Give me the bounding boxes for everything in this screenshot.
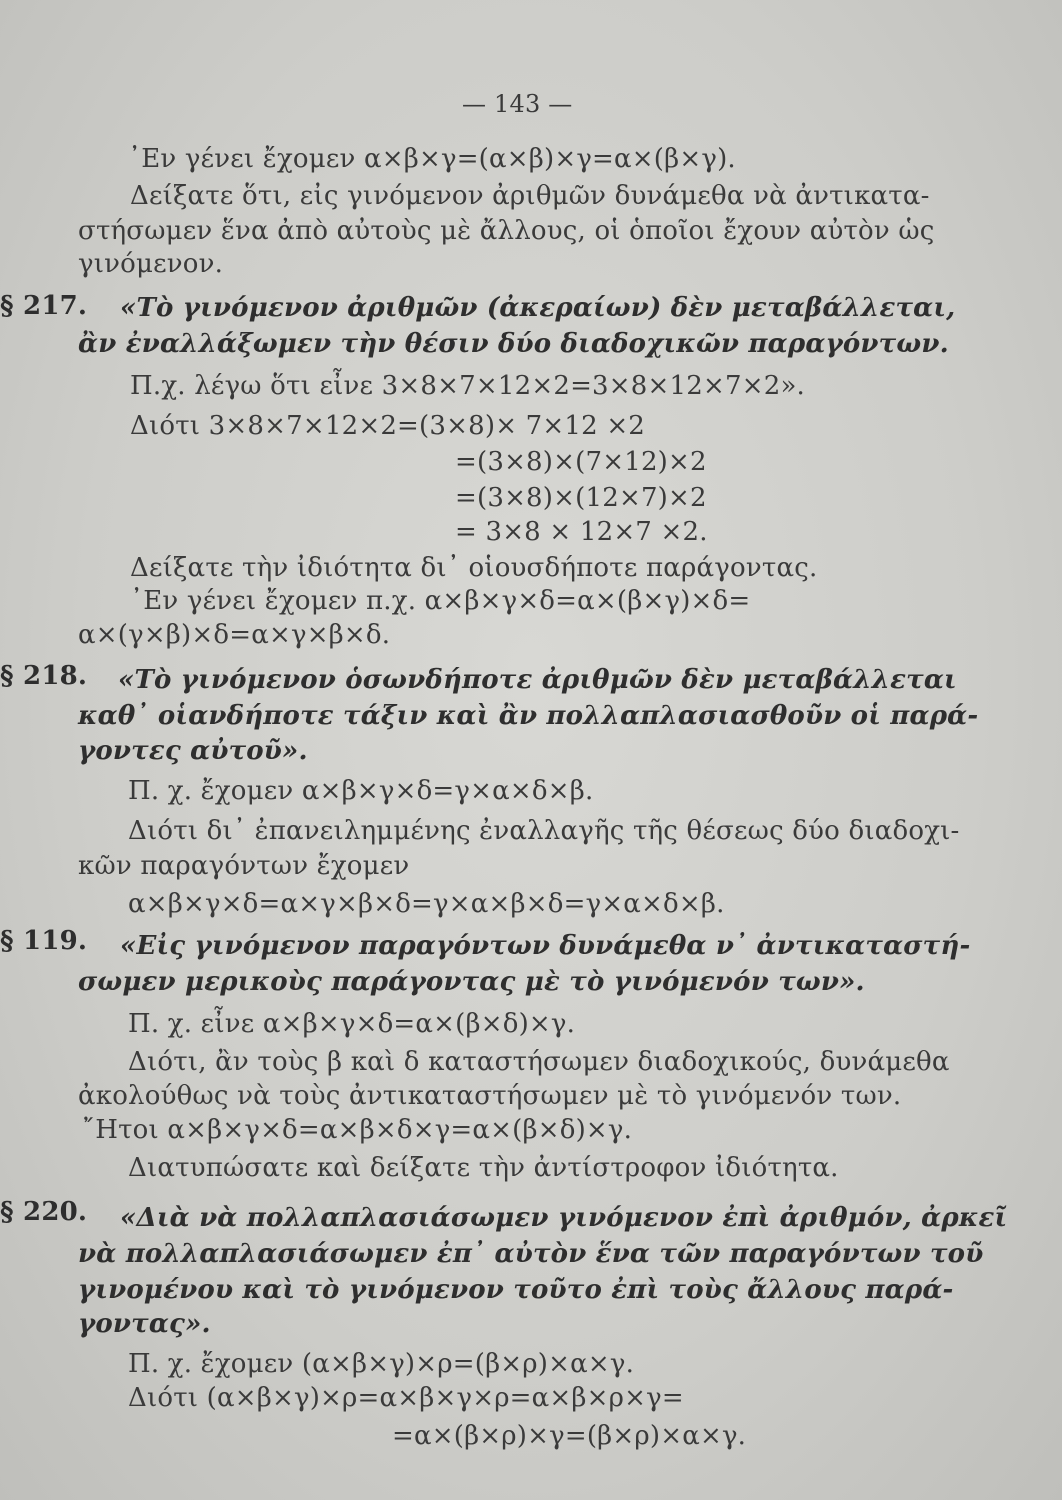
equation-line: α×β×γ×δ=α×γ×β×δ=γ×α×β×δ=γ×α×δ×β.	[128, 889, 725, 919]
equation-line: = 3×8 × 12×7 ×2.	[455, 517, 708, 547]
section-220-heading: «Διὰ νὰ πολλαπλασιάσωμεν γινόμενον ἐπὶ ἀριθμόν, ἀρκεῖ	[120, 1203, 1008, 1233]
section-218-heading: «Τὸ γινόμενον ὁσωνδήποτε ἀριθμῶν δὲν μεταβάλλεται	[118, 665, 957, 695]
section-number-217: § 217.	[0, 291, 88, 321]
section-217-heading: ἂν ἐναλλάξωμεν τὴν θέσιν δύο διαδοχικῶν παραγόντων.	[78, 329, 949, 359]
text-line: ῎Ητοι α×β×γ×δ=α×β×δ×γ=α×(β×δ)×γ.	[82, 1115, 633, 1145]
text-line: Π. χ. ἔχομεν (α×β×γ)×ρ=(β×ρ)×α×γ.	[128, 1349, 635, 1379]
text-line: Δείξατε τὴν ἰδιότητα δι᾿ οἱουσδήποτε παράγοντας.	[130, 553, 818, 583]
text-line: ἀκολούθως νὰ τοὺς ἀντικαταστήσωμεν μὲ τὸ γινόμενόν των.	[78, 1081, 902, 1111]
section-number-220: § 220.	[0, 1197, 88, 1227]
text-line: Π. χ. εἶνε α×β×γ×δ=α×(β×δ)×γ.	[128, 1009, 576, 1039]
page-number: — 143 —	[462, 90, 573, 118]
equation-line: =α×(β×ρ)×γ=(β×ρ)×α×γ.	[392, 1421, 747, 1451]
section-119-heading: «Εἰς γινόμενον παραγόντων δυνάμεθα ν᾿ ἀντικαταστή-	[120, 931, 971, 961]
text-line: γινόμενον.	[78, 249, 224, 279]
equation-line: Διότι 3×8×7×12×2=(3×8)× 7×12 ×2	[130, 411, 646, 441]
section-number-119: § 119.	[0, 926, 88, 956]
text-line: ᾿Εν γένει ἔχομεν α×β×γ=(α×β)×γ=α×(β×γ).	[128, 144, 736, 174]
section-220-heading: γινομένου καὶ τὸ γινόμενον τοῦτο ἐπὶ τοὺς ἄλλους παρά-	[78, 1275, 954, 1305]
section-218-heading: καθ᾿ οἱανδήποτε τάξιν καὶ ἂν πολλαπλασιασθοῦν οἱ παρά-	[78, 701, 979, 731]
text-line: Π. χ. ἔχομεν α×β×γ×δ=γ×α×δ×β.	[128, 776, 594, 806]
text-line: Π.χ. λέγω ὅτι εἶνε 3×8×7×12×2=3×8×12×7×2».	[130, 371, 806, 401]
section-119-heading: σωμεν μερικοὺς παράγοντας μὲ τὸ γινόμενόν των».	[78, 967, 865, 997]
text-line: Διότι δι᾿ ἐπανειλημμένης ἐναλλαγῆς τῆς θέσεως δύο διαδοχι-	[128, 816, 960, 846]
text-line: Διότι, ἂν τοὺς β καὶ δ καταστήσωμεν διαδοχικούς, δυνάμεθα	[128, 1047, 950, 1077]
text-line: κῶν παραγόντων ἔχομεν	[78, 851, 410, 881]
text-line: στήσωμεν ἕνα ἀπὸ αὐτοὺς μὲ ἄλλους, οἱ ὁποῖοι ἔχουν αὐτὸν ὡς	[78, 216, 935, 246]
equation-line: =(3×8)×(7×12)×2	[455, 447, 707, 477]
equation-line: Διότι (α×β×γ)×ρ=α×β×γ×ρ=α×β×ρ×γ=	[128, 1383, 684, 1413]
text-line: ᾿Εν γένει ἔχομεν π.χ. α×β×γ×δ=α×(β×γ)×δ=	[130, 586, 751, 616]
section-220-heading: νὰ πολλαπλασιάσωμεν ἐπ᾿ αὐτὸν ἕνα τῶν παραγόντων τοῦ	[78, 1239, 984, 1269]
text-line: Διατυπώσατε καὶ δείξατε τὴν ἀντίστροφον ἰδιότητα.	[128, 1153, 839, 1183]
section-number-218: § 218.	[0, 661, 88, 691]
equation-line: =(3×8)×(12×7)×2	[455, 483, 707, 513]
text-line: α×(γ×β)×δ=α×γ×β×δ.	[78, 620, 391, 650]
section-218-heading: γοντες αὐτοῦ».	[78, 736, 308, 766]
section-220-heading: γοντας».	[78, 1309, 211, 1339]
section-217-heading: «Τὸ γινόμενον ἀριθμῶν (ἀκεραίων) δὲν μεταβάλλεται,	[120, 293, 956, 323]
text-line: Δείξατε ὅτι, εἰς γινόμενον ἀριθμῶν δυνάμεθα νὰ ἀντικατα-	[130, 181, 930, 211]
